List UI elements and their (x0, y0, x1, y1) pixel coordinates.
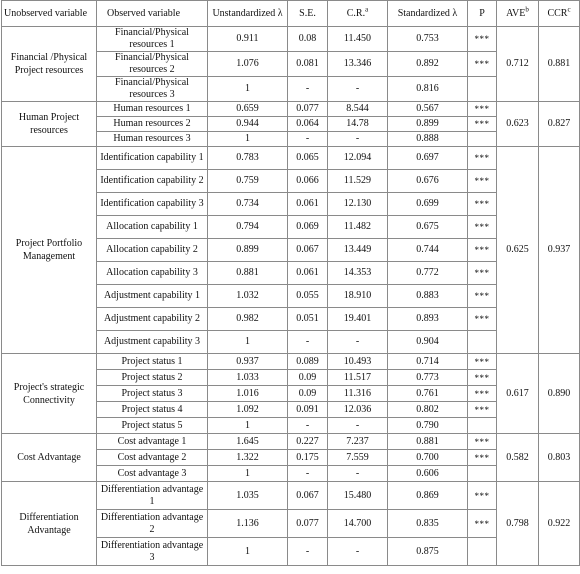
se-cell: - (288, 466, 328, 482)
std-cell: 0.893 (388, 308, 468, 331)
unstd-cell: 0.982 (208, 308, 288, 331)
std-cell: 0.816 (388, 77, 468, 102)
obs-cell: Project status 1 (97, 354, 208, 370)
p-cell (468, 77, 497, 102)
obs-cell: Differentiation advantage 1 (97, 482, 208, 510)
p-cell: *** (468, 386, 497, 402)
cr-cell: 19.401 (328, 308, 388, 331)
std-cell: 0.881 (388, 434, 468, 450)
obs-cell: Cost advantage 3 (97, 466, 208, 482)
obs-cell: Identification capability 1 (97, 147, 208, 170)
obs-cell: Identification capability 2 (97, 170, 208, 193)
unstd-cell: 1.032 (208, 285, 288, 308)
se-cell: 0.066 (288, 170, 328, 193)
obs-cell: Adjustment capability 2 (97, 308, 208, 331)
cr-cell: 8.544 (328, 102, 388, 117)
se-cell: 0.081 (288, 52, 328, 77)
p-cell: *** (468, 239, 497, 262)
unstd-cell: 1.033 (208, 370, 288, 386)
p-cell: *** (468, 370, 497, 386)
unobserved-variable-cell: Cost Advantage (2, 434, 97, 482)
cr-cell: 18.910 (328, 285, 388, 308)
se-cell: - (288, 418, 328, 434)
p-cell: *** (468, 482, 497, 510)
p-cell: *** (468, 170, 497, 193)
unstd-cell: 1.035 (208, 482, 288, 510)
cr-cell: - (328, 538, 388, 566)
se-cell: 0.091 (288, 402, 328, 418)
header-se (288, 1, 328, 27)
std-cell: 0.675 (388, 216, 468, 239)
header-ccr-superscript: c (567, 5, 571, 14)
unstd-cell: 0.881 (208, 262, 288, 285)
obs-cell: Allocation capability 2 (97, 239, 208, 262)
std-cell: 0.744 (388, 239, 468, 262)
table-row (2, 27, 580, 52)
std-cell: 0.888 (388, 132, 468, 147)
header-se-label: S.E. (299, 7, 316, 19)
header-std (388, 1, 468, 27)
obs-cell: Allocation capability 1 (97, 216, 208, 239)
header-observed (97, 1, 208, 27)
unstd-cell: 0.734 (208, 193, 288, 216)
cr-cell: 11.529 (328, 170, 388, 193)
std-cell: 0.869 (388, 482, 468, 510)
p-cell: *** (468, 52, 497, 77)
obs-cell: Financial/Physical resources 1 (97, 27, 208, 52)
unstd-cell: 1.076 (208, 52, 288, 77)
obs-cell: Adjustment capability 3 (97, 331, 208, 354)
obs-cell: Human resources 1 (97, 102, 208, 117)
p-cell: *** (468, 27, 497, 52)
se-cell: 0.227 (288, 434, 328, 450)
ccr-cell: 0.890 (539, 354, 580, 434)
cr-cell: 11.316 (328, 386, 388, 402)
se-cell: 0.067 (288, 482, 328, 510)
p-cell (468, 331, 497, 354)
cr-cell: 10.493 (328, 354, 388, 370)
ccr-cell: 0.937 (539, 147, 580, 354)
obs-cell: Differentiation advantage 3 (97, 538, 208, 566)
unstd-cell: 0.759 (208, 170, 288, 193)
ccr-cell: 0.827 (539, 102, 580, 147)
ave-cell: 0.625 (497, 147, 539, 354)
se-cell: - (288, 132, 328, 147)
obs-cell: Cost advantage 1 (97, 434, 208, 450)
obs-cell: Project status 3 (97, 386, 208, 402)
obs-cell: Financial/Physical resources 2 (97, 52, 208, 77)
p-cell: *** (468, 434, 497, 450)
unstd-cell: 1 (208, 418, 288, 434)
std-cell: 0.753 (388, 27, 468, 52)
se-cell: 0.067 (288, 239, 328, 262)
cr-cell: 14.78 (328, 117, 388, 132)
cr-cell: 7.559 (328, 450, 388, 466)
ccr-cell: 0.803 (539, 434, 580, 482)
se-cell: 0.061 (288, 262, 328, 285)
table-row (2, 354, 580, 370)
header-row (2, 1, 580, 27)
unstd-cell: 0.937 (208, 354, 288, 370)
header-ccr (539, 1, 580, 27)
std-cell: 0.773 (388, 370, 468, 386)
se-cell: 0.064 (288, 117, 328, 132)
obs-cell: Cost advantage 2 (97, 450, 208, 466)
unobserved-variable-cell: Human Project resources (2, 102, 97, 147)
header-ave-label: AVE (506, 7, 526, 19)
header-observed-label: Observed variable (107, 7, 181, 19)
unobserved-variable-cell: Project's strategic Connectivity (2, 354, 97, 434)
p-cell: *** (468, 102, 497, 117)
p-cell (468, 538, 497, 566)
std-cell: 0.700 (388, 450, 468, 466)
ave-cell: 0.582 (497, 434, 539, 482)
obs-cell: Project status 4 (97, 402, 208, 418)
header-unstd (208, 1, 288, 27)
std-cell: 0.892 (388, 52, 468, 77)
ccr-cell: 0.922 (539, 482, 580, 566)
header-unstd-label: Unstandardized λ (212, 7, 283, 19)
std-cell: 0.697 (388, 147, 468, 170)
std-cell: 0.802 (388, 402, 468, 418)
se-cell: 0.175 (288, 450, 328, 466)
p-cell: *** (468, 510, 497, 538)
header-unobserved-label: Unobserved variable (4, 7, 88, 19)
unstd-cell: 0.794 (208, 216, 288, 239)
header-ccr-label: CCR (547, 7, 568, 19)
p-cell (468, 466, 497, 482)
cr-cell: - (328, 77, 388, 102)
ccr-cell: 0.881 (539, 27, 580, 102)
std-cell: 0.761 (388, 386, 468, 402)
unstd-cell: 0.899 (208, 239, 288, 262)
p-cell: *** (468, 285, 497, 308)
se-cell: 0.077 (288, 102, 328, 117)
p-cell (468, 418, 497, 434)
obs-cell: Human resources 3 (97, 132, 208, 147)
cr-cell: 11.482 (328, 216, 388, 239)
se-cell: 0.089 (288, 354, 328, 370)
header-ave-superscript: b (525, 5, 529, 14)
cr-cell: 12.130 (328, 193, 388, 216)
se-cell: 0.051 (288, 308, 328, 331)
ave-cell: 0.617 (497, 354, 539, 434)
cr-cell: - (328, 418, 388, 434)
std-cell: 0.699 (388, 193, 468, 216)
std-cell: 0.835 (388, 510, 468, 538)
std-cell: 0.567 (388, 102, 468, 117)
header-cr-label: C.R. (346, 7, 366, 19)
cfa-results-table (1, 0, 580, 566)
obs-cell: Identification capability 3 (97, 193, 208, 216)
cr-cell: - (328, 331, 388, 354)
se-cell: - (288, 331, 328, 354)
cr-cell: 7.237 (328, 434, 388, 450)
unstd-cell: 1 (208, 331, 288, 354)
unstd-cell: 1.136 (208, 510, 288, 538)
std-cell: 0.790 (388, 418, 468, 434)
unstd-cell: 0.911 (208, 27, 288, 52)
header-cr (328, 1, 388, 27)
header-cr-superscript: a (365, 5, 369, 14)
p-cell: *** (468, 308, 497, 331)
obs-cell: Project status 2 (97, 370, 208, 386)
se-cell: 0.09 (288, 370, 328, 386)
header-p-label: P (479, 7, 485, 19)
obs-cell: Human resources 2 (97, 117, 208, 132)
p-cell: *** (468, 117, 497, 132)
se-cell: - (288, 538, 328, 566)
cr-cell: 11.517 (328, 370, 388, 386)
cr-cell: 12.094 (328, 147, 388, 170)
std-cell: 0.606 (388, 466, 468, 482)
std-cell: 0.904 (388, 331, 468, 354)
cr-cell: 14.353 (328, 262, 388, 285)
unstd-cell: 1 (208, 466, 288, 482)
se-cell: 0.077 (288, 510, 328, 538)
unstd-cell: 1.645 (208, 434, 288, 450)
se-cell: 0.055 (288, 285, 328, 308)
std-cell: 0.875 (388, 538, 468, 566)
unstd-cell: 1.322 (208, 450, 288, 466)
std-cell: 0.883 (388, 285, 468, 308)
unstd-cell: 1 (208, 77, 288, 102)
unobserved-variable-cell: Differentiation Advantage (2, 482, 97, 566)
cr-cell: 13.449 (328, 239, 388, 262)
p-cell: *** (468, 147, 497, 170)
ave-cell: 0.712 (497, 27, 539, 102)
std-cell: 0.714 (388, 354, 468, 370)
se-cell: - (288, 77, 328, 102)
cr-cell: 12.036 (328, 402, 388, 418)
std-cell: 0.772 (388, 262, 468, 285)
se-cell: 0.065 (288, 147, 328, 170)
header-p (468, 1, 497, 27)
se-cell: 0.08 (288, 27, 328, 52)
p-cell: *** (468, 193, 497, 216)
unstd-cell: 0.659 (208, 102, 288, 117)
unstd-cell: 1 (208, 132, 288, 147)
header-std-label: Standardized λ (397, 7, 458, 19)
se-cell: 0.09 (288, 386, 328, 402)
table-row (2, 147, 580, 170)
unstd-cell: 0.944 (208, 117, 288, 132)
p-cell: *** (468, 402, 497, 418)
cr-cell: 11.450 (328, 27, 388, 52)
cr-cell: 15.480 (328, 482, 388, 510)
std-cell: 0.899 (388, 117, 468, 132)
unstd-cell: 0.783 (208, 147, 288, 170)
ave-cell: 0.798 (497, 482, 539, 566)
table-body (2, 27, 580, 566)
header-unobserved (2, 1, 97, 27)
p-cell: *** (468, 262, 497, 285)
p-cell (468, 132, 497, 147)
table-row (2, 434, 580, 450)
obs-cell: Allocation capability 3 (97, 262, 208, 285)
p-cell: *** (468, 354, 497, 370)
unstd-cell: 1 (208, 538, 288, 566)
obs-cell: Adjustment capability 1 (97, 285, 208, 308)
se-cell: 0.061 (288, 193, 328, 216)
unobserved-variable-cell: Financial /Physical Project resources (2, 27, 97, 102)
table-row (2, 482, 580, 510)
cr-cell: - (328, 132, 388, 147)
obs-cell: Project status 5 (97, 418, 208, 434)
unstd-cell: 1.016 (208, 386, 288, 402)
cr-cell: 14.700 (328, 510, 388, 538)
unstd-cell: 1.092 (208, 402, 288, 418)
table-row (2, 102, 580, 117)
obs-cell: Financial/Physical resources 3 (97, 77, 208, 102)
p-cell: *** (468, 450, 497, 466)
obs-cell: Differentiation advantage 2 (97, 510, 208, 538)
se-cell: 0.069 (288, 216, 328, 239)
p-cell: *** (468, 216, 497, 239)
header-ave (497, 1, 539, 27)
std-cell: 0.676 (388, 170, 468, 193)
cr-cell: - (328, 466, 388, 482)
unobserved-variable-cell: Project Portfolio Management (2, 147, 97, 354)
cr-cell: 13.346 (328, 52, 388, 77)
ave-cell: 0.623 (497, 102, 539, 147)
